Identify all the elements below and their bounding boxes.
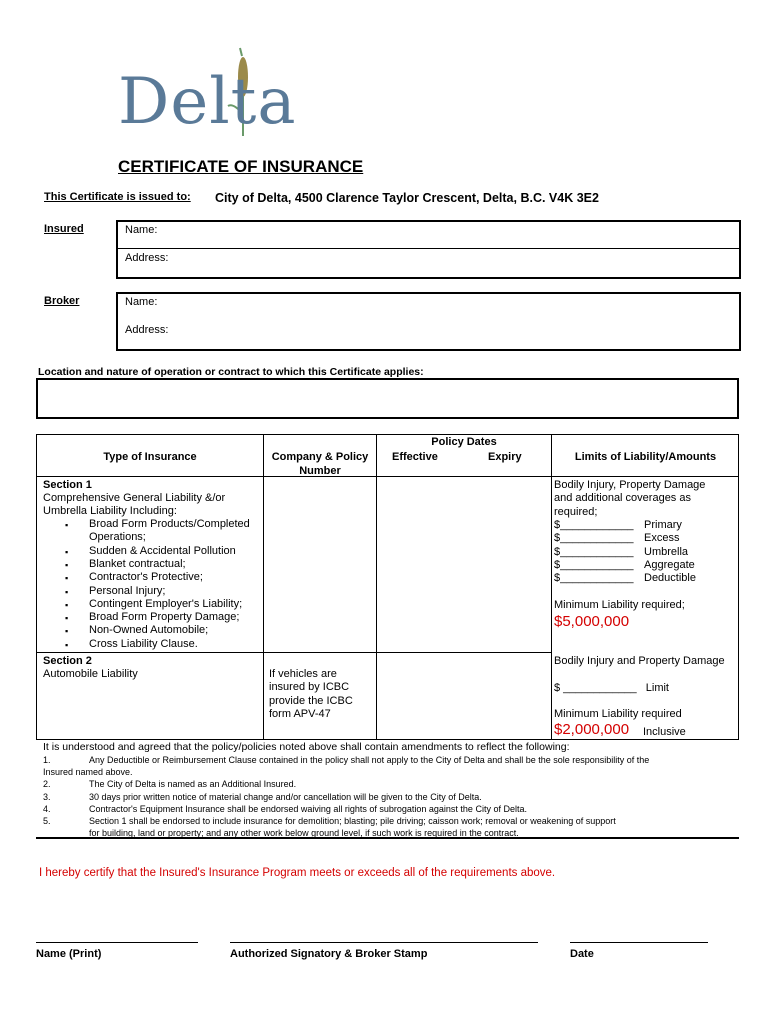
section2-limit-row[interactable]: $ ____________ Limit	[554, 682, 669, 694]
coverage-item: Broad Form Products/Completed	[89, 518, 250, 530]
section2-title: Section 2	[43, 655, 92, 667]
section2-inclusive: Inclusive	[643, 726, 686, 738]
section2-limits-intro: Bodily Injury and Property Damage	[554, 655, 725, 667]
limit-type-label: Primary	[644, 519, 682, 531]
section1-min-amount: $5,000,000	[554, 613, 630, 630]
certify-statement: I hereby certify that the Insured's Insurance Program meets or exceeds all of the requirements above.	[39, 867, 556, 879]
amendment-text: Insured named above.	[43, 767, 133, 778]
limit-type-label: Deductible	[644, 572, 696, 585]
col-divider-1	[263, 435, 264, 739]
amendment-text: Any Deductible or Reimbursement Clause contained in the policy shall not apply to the City of Delta and shall be the sole responsibility of the	[89, 755, 650, 765]
document-title: CERTIFICATE OF INSURANCE	[118, 157, 364, 176]
section2-company-note: If vehicles are insured by ICBC provide the ICBC form APV-47	[269, 668, 353, 720]
amendment-text: Contractor's Equipment Insurance shall be endorsed waiving all rights of subrogation against the City of Delta.	[89, 803, 527, 814]
broker-label: Broker	[44, 295, 80, 307]
coverage-item: Cross Liability Clause.	[89, 637, 198, 650]
col-divider-3	[551, 435, 552, 739]
broker-address-label: Address:	[125, 324, 169, 336]
limit-type-label: Excess	[644, 532, 680, 545]
coverage-item: Contingent Employer's Liability;	[89, 597, 243, 610]
coverage-item: Blanket contractual;	[89, 557, 186, 570]
amendment-text: for building, land or property; and any other work below ground level, if such work is required in the contract.	[89, 828, 519, 839]
insured-divider	[117, 248, 739, 249]
bullet-icon: ▪	[65, 599, 69, 610]
amendment-text: The City of Delta is named as an Additional Insured.	[89, 779, 297, 790]
location-label: Location and nature of operation or contract to which this Certificate applies:	[38, 366, 424, 378]
amendment-number: 5.	[43, 816, 51, 826]
insured-address-field[interactable]	[175, 252, 735, 274]
limit-amount-field[interactable]: $____________	[554, 558, 634, 571]
date-label: Date	[570, 948, 594, 960]
section1-title: Section 1	[43, 479, 92, 491]
issued-to-value: City of Delta, 4500 Clarence Taylor Crescent, Delta, B.C. V4K 3E2	[215, 191, 599, 205]
bullet-icon: ▪	[65, 520, 69, 530]
limit-amount-field[interactable]: $____________	[554, 572, 634, 585]
section-divider	[37, 652, 552, 653]
signatory-signature-line[interactable]	[230, 942, 538, 943]
amendment-text: Section 1 shall be endorsed to include insurance for demolition; blasting; pile driving; caisson work; removal or weakening of support	[89, 816, 616, 826]
amendment-number: 1.	[43, 755, 51, 765]
bullet-icon: ▪	[65, 586, 69, 597]
issued-to-label: This Certificate is issued to:	[44, 191, 191, 203]
insured-name-field[interactable]	[128, 232, 728, 246]
section1-effective-field[interactable]	[380, 480, 460, 648]
header-company: Company & Policy Number	[271, 451, 369, 477]
coverage-item: Sudden & Accidental Pollution	[89, 544, 236, 557]
bullet-icon: ▪	[65, 573, 69, 584]
insured-address-label: Address:	[125, 252, 169, 264]
date-signature-line[interactable]	[570, 942, 708, 943]
coverage-item: Personal Injury;	[89, 584, 166, 597]
bullet-icon: ▪	[65, 546, 69, 557]
bullet-icon: ▪	[65, 613, 69, 624]
broker-name-label: Name:	[125, 296, 158, 308]
limit-amount-field[interactable]: $____________	[554, 545, 634, 558]
amendment-number: 2.	[43, 779, 51, 790]
col-divider-2	[376, 435, 377, 739]
table-header-divider	[37, 476, 738, 477]
section1-expiry-field[interactable]	[465, 480, 547, 648]
amendment-number: 4.	[43, 803, 51, 814]
insured-label: Insured	[44, 223, 84, 235]
coverage-item: Broad Form Property Damage;	[89, 611, 240, 624]
broker-address-field[interactable]	[175, 324, 735, 346]
bullet-icon: ▪	[65, 559, 69, 570]
amendments-intro: It is understood and agreed that the policy/policies noted above shall contain amendments to reflect the following:	[43, 741, 570, 753]
section2-effective-field[interactable]	[380, 656, 460, 736]
section1-desc: Comprehensive General Liability &/or Umbrella Liability Including:	[43, 492, 226, 518]
section2-min-amount: $2,000,000	[554, 721, 630, 738]
amendment-number: 3.	[43, 791, 51, 802]
section2-min-label: Minimum Liability required	[554, 708, 682, 720]
header-policy-dates: Policy Dates	[431, 436, 497, 448]
limit-amount-field[interactable]: $____________	[554, 532, 634, 545]
header-limits: Limits of Liability/Amounts	[574, 451, 717, 463]
section1-limits-intro: Bodily Injury, Property Damage and additional coverages as required;	[554, 479, 706, 518]
header-effective: Effective	[392, 451, 438, 463]
broker-name-field[interactable]	[165, 296, 735, 310]
bullet-icon: ▪	[65, 626, 69, 637]
header-expiry: Expiry	[488, 451, 522, 463]
section1-company-field[interactable]	[266, 480, 372, 648]
coverage-item: Contractor's Protective;	[89, 571, 203, 584]
amendments-divider	[36, 837, 739, 839]
location-field[interactable]	[36, 378, 739, 419]
section1-min-label: Minimum Liability required;	[554, 599, 685, 611]
coverage-item: Non-Owned Automobile;	[89, 624, 209, 637]
header-type: Type of Insurance	[103, 451, 197, 463]
limit-type-label: Umbrella	[644, 545, 689, 558]
logo-text: Delta	[118, 65, 297, 139]
limit-type-label: Aggregate	[644, 558, 695, 571]
amendment-text: 30 days prior written notice of material change and/or cancellation will be given to the City of Delta.	[89, 791, 482, 802]
signatory-label: Authorized Signatory & Broker Stamp	[230, 948, 428, 960]
insured-name-label: Name:	[125, 224, 158, 236]
name-print-label: Name (Print)	[36, 948, 102, 960]
section2-expiry-field[interactable]	[465, 656, 547, 736]
bullet-icon: ▪	[65, 639, 69, 650]
name-signature-line[interactable]	[36, 942, 198, 943]
coverage-item: Operations;	[89, 531, 146, 544]
section2-desc: Automobile Liability	[43, 668, 138, 680]
limit-amount-field[interactable]: $____________	[554, 519, 634, 531]
